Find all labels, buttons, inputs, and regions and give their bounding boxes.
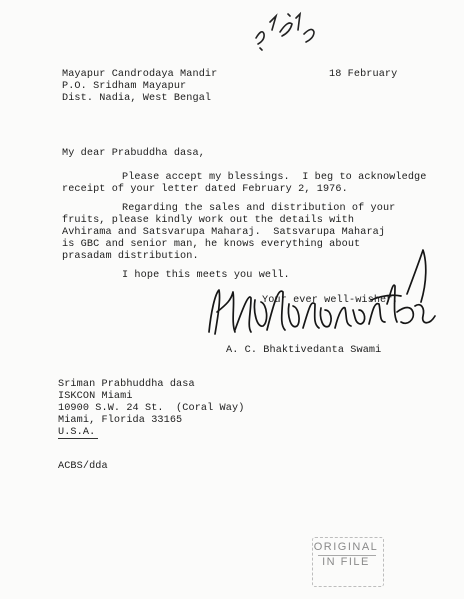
sender-address-line-1: Mayapur Candrodaya Mandir: [62, 69, 218, 80]
body-paragraph-2-line-5: prasadam distribution.: [62, 251, 199, 262]
file-stamp-line-1: ORIGINAL: [313, 541, 379, 553]
recipient-address-line-5: U.S.A.: [58, 427, 96, 438]
signature-icon: [205, 242, 440, 352]
body-paragraph-2-line-1: Regarding the sales and distribution of your: [122, 203, 396, 214]
reference-initials: ACBS/dda: [58, 461, 108, 472]
body-paragraph-2-line-3: Avhirama and Satsvarupa Maharaj. Satsvarupa Maharaj: [62, 227, 386, 238]
body-paragraph-2-line-2: fruits, please kindly work out the details with: [62, 215, 355, 226]
handwritten-mark-icon: [250, 8, 330, 54]
body-paragraph-2-line-4: is GBC and senior man, he knows everything about: [62, 239, 361, 250]
sender-address-line-2: P.O. Sridham Mayapur: [62, 81, 187, 92]
salutation: My dear Prabuddha dasa,: [62, 148, 205, 159]
recipient-address-line-2: ISKCON Miami: [58, 391, 133, 402]
body-paragraph-1-line-2: receipt of your letter dated February 2, 1976.: [62, 184, 348, 195]
country-underline: [58, 438, 98, 439]
recipient-address-line-4: Miami, Florida 33165: [58, 415, 183, 426]
sender-address-line-3: Dist. Nadia, West Bengal: [62, 93, 212, 104]
letter-date: 18 February: [329, 69, 398, 80]
closing: Your ever well-wisher,: [262, 295, 399, 306]
file-stamp: [306, 540, 386, 570]
file-stamp-line-2: IN FILE: [322, 556, 370, 568]
body-paragraph-3-line-1: I hope this meets you well.: [122, 270, 290, 281]
recipient-address-line-1: Sriman Prabhuddha dasa: [58, 379, 195, 390]
recipient-address-line-3: 10900 S.W. 24 St. (Coral Way): [58, 403, 245, 414]
body-paragraph-1-line-1: Please accept my blessings. I beg to acknowledge: [122, 172, 427, 183]
signatory-name: A. C. Bhaktivedanta Swami: [226, 345, 382, 356]
